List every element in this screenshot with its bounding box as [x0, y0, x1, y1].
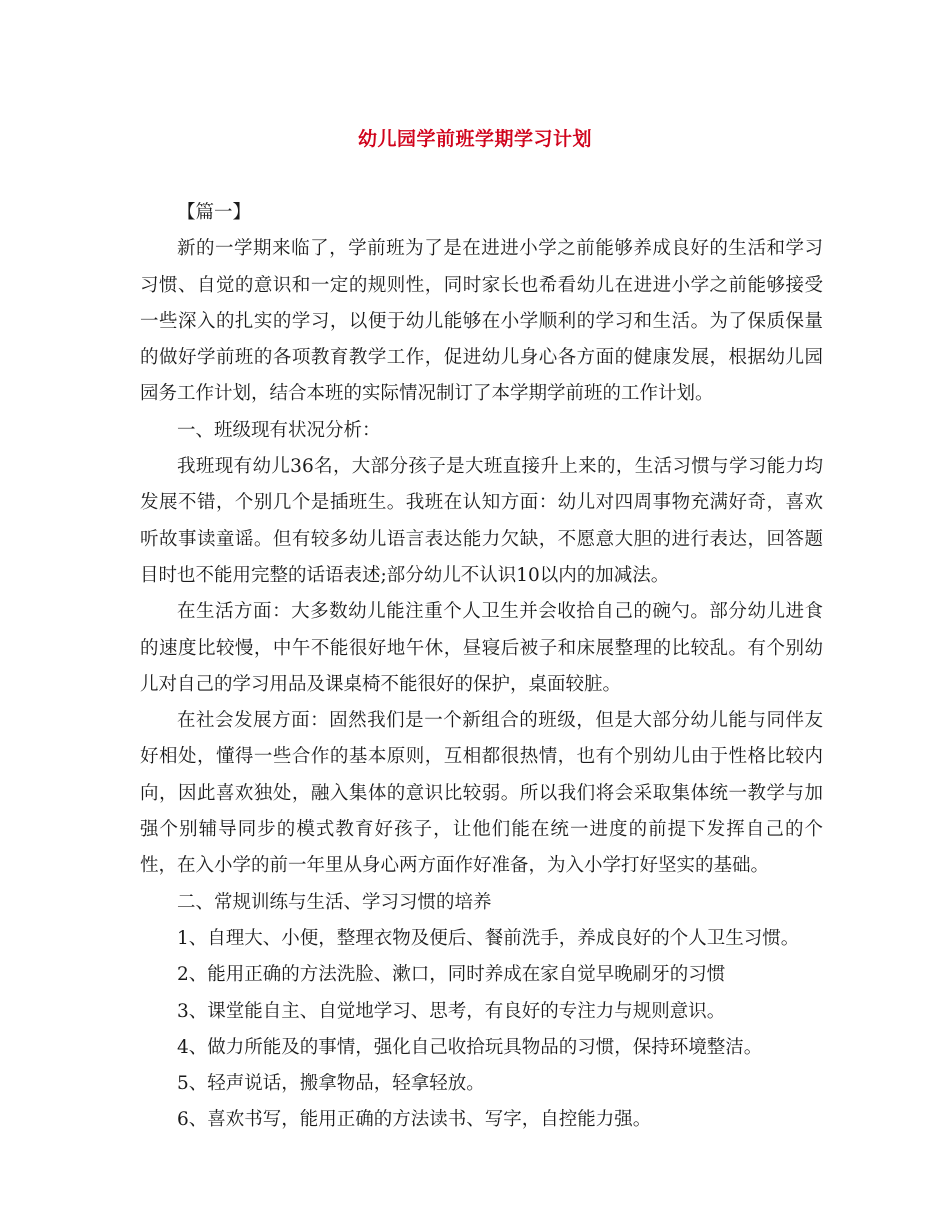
paragraph-daily-life: 在生活方面：大多数幼儿能注重个人卫生并会收拾自己的碗勺。部分幼儿进食的速度比较慢，中午不能很好地午休，昼寝后被子和床展整理的比较乱。有个别幼儿对自己的学习用品及课桌椅不能很好的保护，桌面较脏。	[140, 601, 823, 695]
heading-class-status: 一、班级现有状况分析：	[177, 419, 381, 441]
list-item: 6、喜欢书写，能用正确的方法读书、写字，自控能力强。	[177, 1109, 652, 1131]
list-item: 5、轻声说话，搬拿物品，轻拿轻放。	[177, 1073, 485, 1095]
heading-routine-training: 二、常规训练与生活、学习习惯的培养	[177, 891, 492, 913]
list-item: 3、课堂能自主、自觉地学习、思考，有良好的专注力与规则意识。	[177, 1000, 726, 1022]
document-body	[140, 195, 823, 1139]
list-item: 1、自理大、小便，整理衣物及便后、餐前洗手，养成良好的个人卫生习惯。	[177, 927, 800, 949]
paragraph-social: 在社会发展方面：固然我们是一个新组合的班级，但是大部分幼儿能与同伴友好相处，懂得一些合作的基本原则，互相都很热情，也有个别幼儿由于性格比较内向，因此喜欢独处，融入集体的意识比较弱。所以我们将会采取集体统一教学与加强个别辅导同步的模式教育好孩子，让他们能在统一进度的前提下发挥自己的个性，在入小学的前一年里从身心两方面作好准备，为入小学打好坚实的基础。	[140, 710, 823, 877]
paragraph-cognition: 我班现有幼儿36名，大部分孩子是大班直接升上来的，生活习惯与学习能力均发展不错，个别几个是插班生。我班在认知方面：幼儿对四周事物充满好奇，喜欢听故事读童谣。但有较多幼儿语言表达能力欠缺，不愿意大胆的进行表达，回答题目时也不能用完整的话语表述;部分幼儿不认识10以内的加减法。	[140, 456, 823, 586]
document-title: 幼儿园学前班学期学习计划	[357, 128, 592, 150]
list-item: 2、能用正确的方法洗脸、漱口，同时养成在家自觉早晚刷牙的习惯	[177, 964, 726, 986]
list-item: 4、做力所能及的事情，强化自己收拾玩具物品的习惯，保持环境整洁。	[177, 1036, 763, 1058]
paragraph-intro: 新的一学期来临了，学前班为了是在进进小学之前能够养成良好的生活和学习习惯、自觉的意识和一定的规则性，同时家长也希看幼儿在进进小学之前能够接受一些深入的扎实的学习，以便于幼儿能够在小学顺利的学习和生活。为了保质保量的做好学前班的各项教育教学工作，促进幼儿身心各方面的健康发展，根据幼儿园园务工作计划，结合本班的实际情况制订了本学期学前班的工作计划。	[140, 238, 823, 405]
section-tag: 【篇一】	[177, 202, 252, 223]
